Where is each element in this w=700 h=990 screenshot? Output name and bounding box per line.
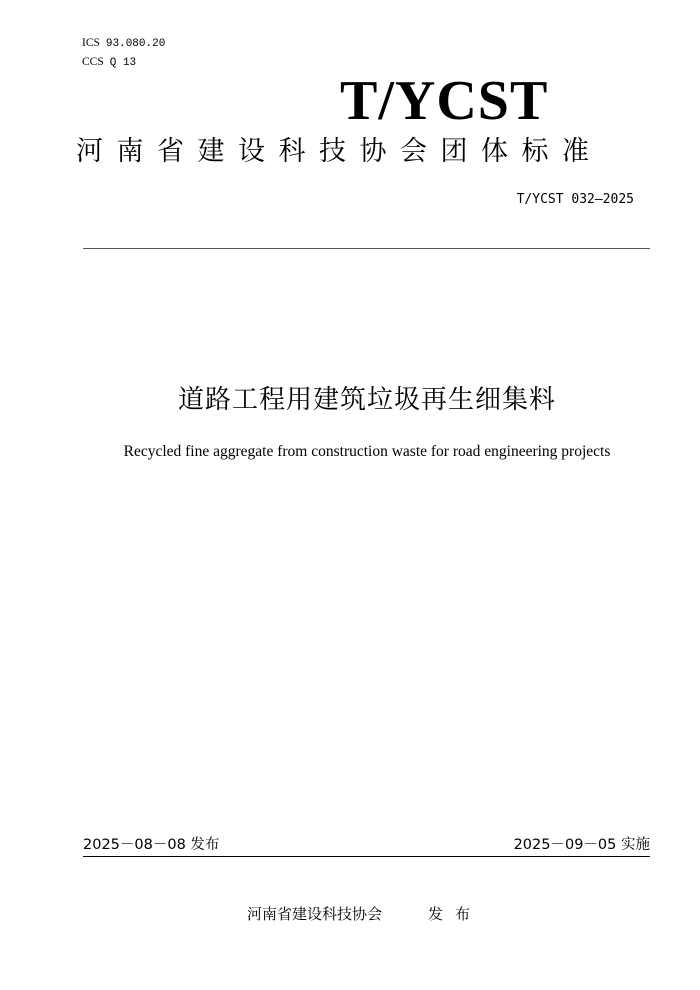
classification-codes xyxy=(82,34,165,72)
footer-divider xyxy=(83,856,650,857)
issue-date: 2025－08－08 发布 xyxy=(83,837,220,853)
document-title-english: Recycled fine aggregate from construction waste for road engineering projects xyxy=(123,443,611,460)
ccs-line xyxy=(82,53,165,72)
association-standard-heading: 河南省建设科技协会团体标准 xyxy=(76,136,603,167)
implementation-date: 2025－09－05 实施 xyxy=(513,837,650,853)
ics-line xyxy=(82,34,165,53)
ccs-value: Q 13 xyxy=(109,57,137,69)
standard-code: T/YCST 032—2025 xyxy=(516,192,634,207)
standard-logo: T/YCST xyxy=(340,70,549,132)
publish-label: 发布 xyxy=(428,905,483,923)
ics-label: ICS xyxy=(82,37,100,49)
ics-value: 93.080.20 xyxy=(105,38,166,50)
ccs-label: CCS xyxy=(82,56,104,68)
publisher-name: 河南省建设科技协会 xyxy=(247,905,383,923)
header-divider xyxy=(83,248,650,249)
document-title-chinese: 道路工程用建筑垃圾再生细集料 xyxy=(177,385,556,415)
